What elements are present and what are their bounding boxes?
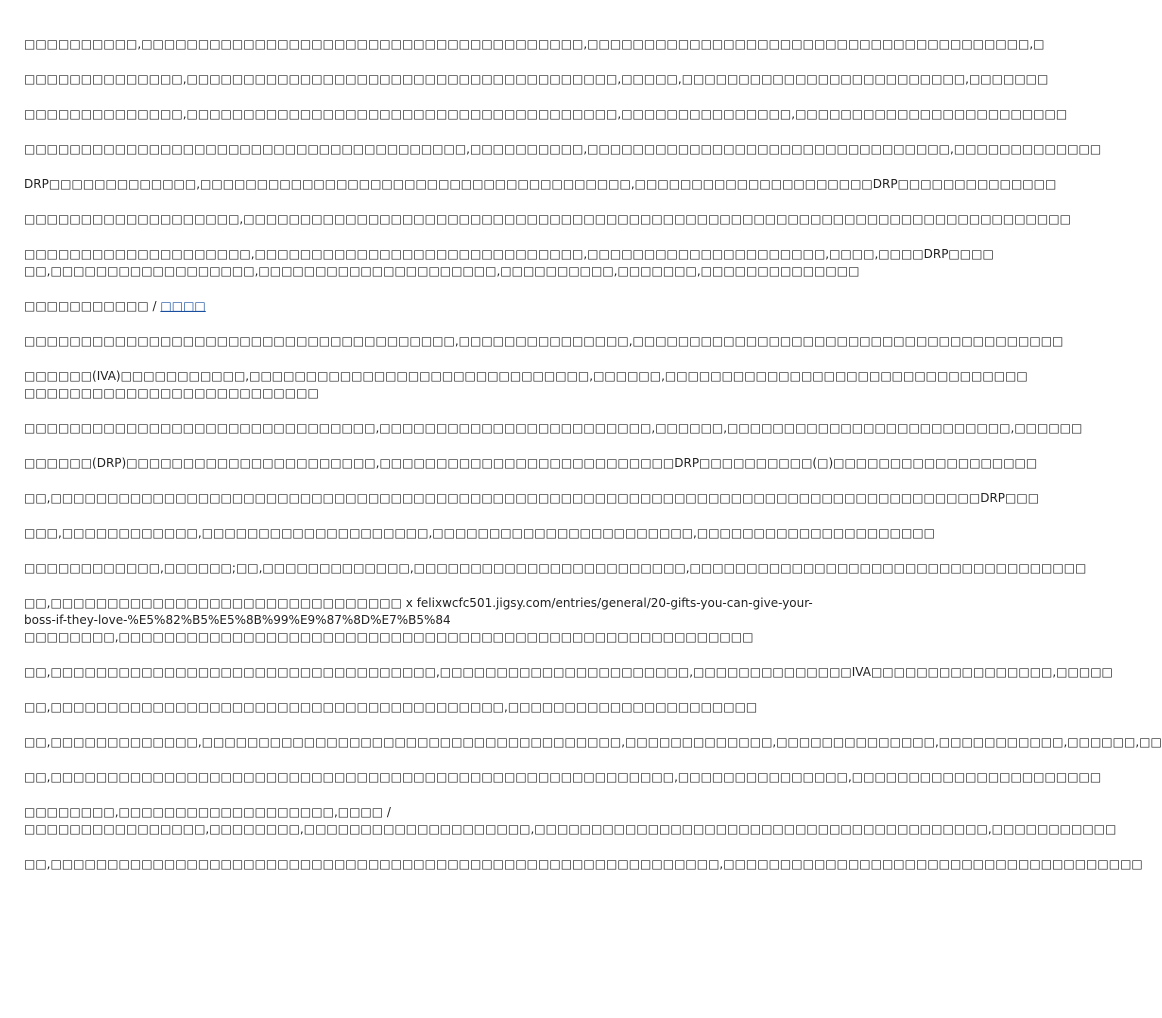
paragraph-line: □□,□□□□□□□□□□□□□□□□□□□□□□□□□□□□□□□ x felixwcfc501.jigsy.com/entries/general/20-gifts-you-can-give-your- [24,596,813,610]
paragraph-line: □□□□□□□□□□□□□□□□□□□□□□□□□□□□□□□□□□□□□□□,□□□□□□□□□□,□□□□□□□□□□□□□□□□□□□□□□□□□□□□□□□□,□□□□□□□□□□□□□ [24,142,1102,156]
paragraph-line: □□□□□□□□,□□□□□□□□□□□□□□□□□□□□□□□□□□□□□□□□□□□□□□□□□□□□□□□□□□□□□□□□ [24,630,754,644]
paragraph-line: □□,□□□□□□□□□□□□□□□□□□□□□□□□□□□□□□□□□□□□□□□□□□□□□□□□□□□□□□□□□□□,□□□□□□□□□□□□□□□□□□□□□□□□□□□□□□□□□□□□□ [24,857,1143,871]
paragraph-18 [24,699,758,716]
paragraph-line: DRP□□□□□□□□□□□□□,□□□□□□□□□□□□□□□□□□□□□□□□□□□□□□□□□□□□□□,□□□□□□□□□□□□□□□□□□□□□DRP□□□□□□□□□□□□□□ [24,177,1057,191]
paragraph-line: □□□□□□□□□□□ / [24,299,161,313]
paragraph-9 [24,333,1064,350]
paragraph-line: □□□□□□(IVA)□□□□□□□□□□□,□□□□□□□□□□□□□□□□□□□□□□□□□□□□□□,□□□□□□,□□□□□□□□□□□□□□□□□□□□□□□□□□□□□□□□ [24,369,1028,383]
paragraph-3 [24,106,1068,123]
paragraph-8-with-link [24,298,696,315]
paragraph-line: □□□□□□□□□□□□□□□□,□□□□□□□□,□□□□□□□□□□□□□□□□□□□□,□□□□□□□□□□□□□□□□□□□□□□□□□□□□□□□□□□□□□□□□,□□□□□□□□□□□ [24,822,1117,836]
paragraph-line: □□,□□□□□□□□□□□□□□□□□□,□□□□□□□□□□□□□□□□□□□□□,□□□□□□□□□□,□□□□□□□,□□□□□□□□□□□□□□ [24,264,860,278]
paragraph-line: □□,□□□□□□□□□□□□□□□□□□□□□□□□□□□□□□□□□□□□□□□□,□□□□□□□□□□□□□□□□□□□□□□ [24,700,758,714]
paragraph-line: □□□□□□□□□□□□□□□□□□□□□□□□□□ [24,386,319,400]
paragraph-line: □□□□□□(DRP)□□□□□□□□□□□□□□□□□□□□□□,□□□□□□□□□□□□□□□□□□□□□□□□□□DRP□□□□□□□□□□(□)□□□□□□□□□□□□□□□□□□ [24,456,1038,470]
paragraph-line: □□□□□□□□□□,□□□□□□□□□□□□□□□□□□□□□□□□□□□□□□□□□□□□□□□,□□□□□□□□□□□□□□□□□□□□□□□□□□□□□□□□□□□□□□□,□ [24,37,1045,51]
paragraph-line: □□,□□□□□□□□□□□□□□□□□□□□□□□□□□□□□□□□□□□□□□□□□□□□□□□□□□□□□□□□□□□□□□□□□□□□□□□□□□□□□□□□□□DRP□□□ [24,491,1040,505]
paragraph-line: □□□□□□□□,□□□□□□□□□□□□□□□□□□□,□□□□ / [24,805,391,819]
paragraph-15 [24,560,1087,577]
paragraph-line: □□□□□□□□□□□□□□,□□□□□□□□□□□□□□□□□□□□□□□□□□□□□□□□□□□□□□,□□□□□□□□□□□□□□□,□□□□□□□□□□□□□□□□□□□□□□□□ [24,107,1068,121]
paragraph-17 [24,664,1113,681]
paragraph-19 [24,734,1162,751]
paragraph-4 [24,141,1102,158]
paragraph-line: □□□□□□□□□□□□□□□□□□□□,□□□□□□□□□□□□□□□□□□□□□□□□□□□□□,□□□□□□□□□□□□□□□□□□□□□,□□□□,□□□□DRP□□□□ [24,247,994,261]
paragraph-14 [24,525,935,542]
paragraph-11 [24,420,1083,437]
paragraph-line: □□□□□□□□□□□□,□□□□□□;□□,□□□□□□□□□□□□□,□□□□□□□□□□□□□□□□□□□□□□□□,□□□□□□□□□□□□□□□□□□□□□□□□□□□□□□□□□□□ [24,561,1087,575]
paragraph-12 [24,455,1038,472]
paragraph-13 [24,490,1040,507]
paragraph-20 [24,769,1102,786]
paragraph-line: □□,□□□□□□□□□□□□□□□□□□□□□□□□□□□□□□□□□□□□□□□□□□□□□□□□□□□□□□□,□□□□□□□□□□□□□□□,□□□□□□□□□□□□□□□□□□□□□□ [24,770,1102,784]
inline-link[interactable]: □□□□ [160,299,206,313]
paragraph-line: □□□□□□□□□□□□□□□□□□□□□□□□□□□□□□□,□□□□□□□□□□□□□□□□□□□□□□□□,□□□□□□,□□□□□□□□□□□□□□□□□□□□□□□□□,□□□□□□ [24,421,1083,435]
paragraph-line: □□□,□□□□□□□□□□□□,□□□□□□□□□□□□□□□□□□□□,□□□□□□□□□□□□□□□□□□□□□□□,□□□□□□□□□□□□□□□□□□□□□ [24,526,935,540]
paragraph-line: □□□□□□□□□□□□□□□□□□□□□□□□□□□□□□□□□□□□□□,□□□□□□□□□□□□□□□,□□□□□□□□□□□□□□□□□□□□□□□□□□□□□□□□□□□□□□ [24,334,1064,348]
paragraph-5 [24,176,1057,193]
paragraph-2 [24,71,1049,88]
paragraph-6 [24,211,1071,228]
url-text-line: boss-if-they-love-%E5%82%B5%E5%8B%99%E9%87%8D%E7%B5%84 [24,613,451,627]
paragraph-10 [24,368,1028,402]
paragraph-16-with-url [24,595,813,646]
paragraph-22 [24,856,1143,873]
paragraph-7 [24,246,994,280]
paragraph-line: □□,□□□□□□□□□□□□□,□□□□□□□□□□□□□□□□□□□□□□□□□□□□□□□□□□□□□,□□□□□□□□□□□□□,□□□□□□□□□□□□□□,□□□□□□□□□□□,□□□□□□,□□ [24,735,1162,749]
paragraph-21 [24,804,1117,838]
document-body [24,36,1162,891]
paragraph-line: □□□□□□□□□□□□□□□□□□□,□□□□□□□□□□□□□□□□□□□□□□□□□□□□□□□□□□□□□□□□□□□□□□□□□□□□□□□□□□□□□□□□□□□□□□□□□ [24,212,1071,226]
paragraph-line: □□□□□□□□□□□□□□,□□□□□□□□□□□□□□□□□□□□□□□□□□□□□□□□□□□□□□,□□□□□,□□□□□□□□□□□□□□□□□□□□□□□□□,□□□□□□□ [24,72,1049,86]
paragraph-1 [24,36,1045,53]
paragraph-line: □□,□□□□□□□□□□□□□□□□□□□□□□□□□□□□□□□□□□,□□□□□□□□□□□□□□□□□□□□□□,□□□□□□□□□□□□□□IVA□□□□□□□□□□□□□□□□,□□□□□ [24,665,1113,679]
